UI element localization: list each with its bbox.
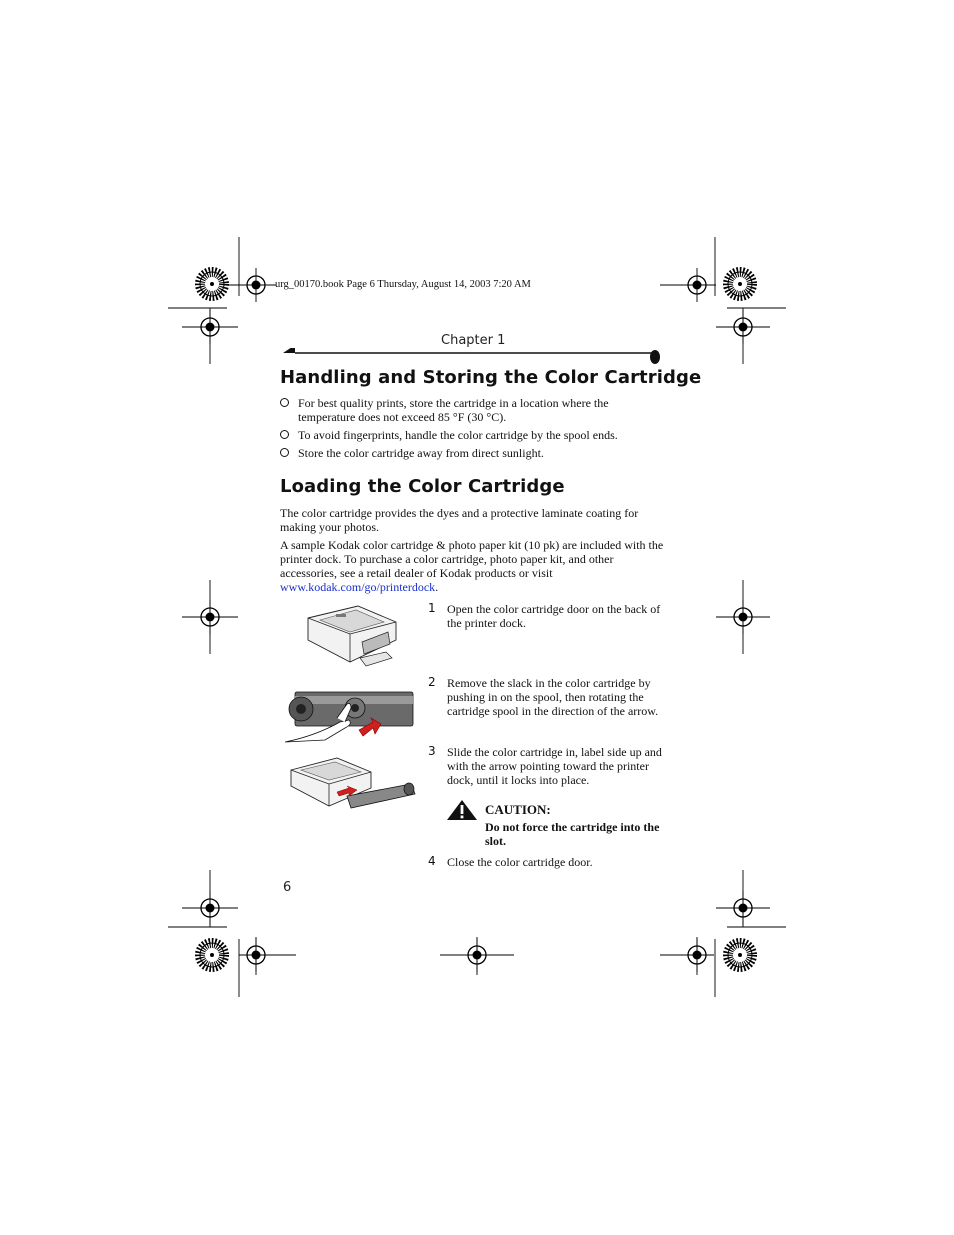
list-item: For best quality prints, store the cartridge in a location where the temperature does not exceed 85 °F (30 °C). <box>280 396 665 424</box>
caution-warning-icon <box>446 799 478 821</box>
step-number: 1 <box>428 601 436 615</box>
step-text: Open the color cartridge door on the back of the printer dock. <box>447 602 661 630</box>
step-text: Remove the slack in the color cartridge by pushing in on the spool, then rotating the cartridge spool in the direction of the arrow. <box>447 676 659 718</box>
step-text: Slide the color cartridge in, label side up and with the arrow pointing toward the printer dock, until it locks into place. <box>447 745 662 787</box>
caution-text: Do not force the cartridge into the slot. <box>485 820 660 848</box>
bullet-circle-icon <box>280 430 289 439</box>
cartridge-spool-hands-illustration <box>285 678 415 744</box>
loading-purchase-paragraph: A sample Kodak color cartridge & photo paper kit (10 pk) are included with the printer dock. To purchase a color cartridge, photo paper kit, and other accessories, see a retail dealer of Kodak products or visit www.kodak.com/go/printerdock. <box>280 538 664 594</box>
step-text: Close the color cartridge door. <box>447 855 593 869</box>
printerdock-link[interactable]: www.kodak.com/go/printerdock <box>280 580 436 594</box>
step-number: 4 <box>428 854 436 868</box>
printer-dock-door-open-illustration <box>300 600 400 670</box>
chapter-rule <box>283 348 661 366</box>
step-number: 2 <box>428 675 436 689</box>
handling-bullet-list <box>280 396 665 464</box>
list-item: Store the color cartridge away from direct sunlight. <box>280 446 665 460</box>
loading-intro-paragraph: The color cartridge provides the dyes and a protective laminate coating for making your photos. <box>280 506 639 534</box>
list-item: To avoid fingerprints, handle the color cartridge by the spool ends. <box>280 428 665 442</box>
step-number: 3 <box>428 744 436 758</box>
print-slug: urg_00170.book Page 6 Thursday, August 14, 2003 7:20 AM <box>275 279 531 290</box>
cartridge-insert-illustration <box>287 750 417 822</box>
section-title-handling: Handling and Storing the Color Cartridge <box>280 367 702 388</box>
caution-title: CAUTION: <box>485 802 551 817</box>
page-number: 6 <box>283 880 292 895</box>
chapter-label: Chapter 1 <box>441 333 506 348</box>
bullet-circle-icon <box>280 398 289 407</box>
bullet-circle-icon <box>280 448 289 457</box>
section-title-loading: Loading the Color Cartridge <box>280 476 565 497</box>
